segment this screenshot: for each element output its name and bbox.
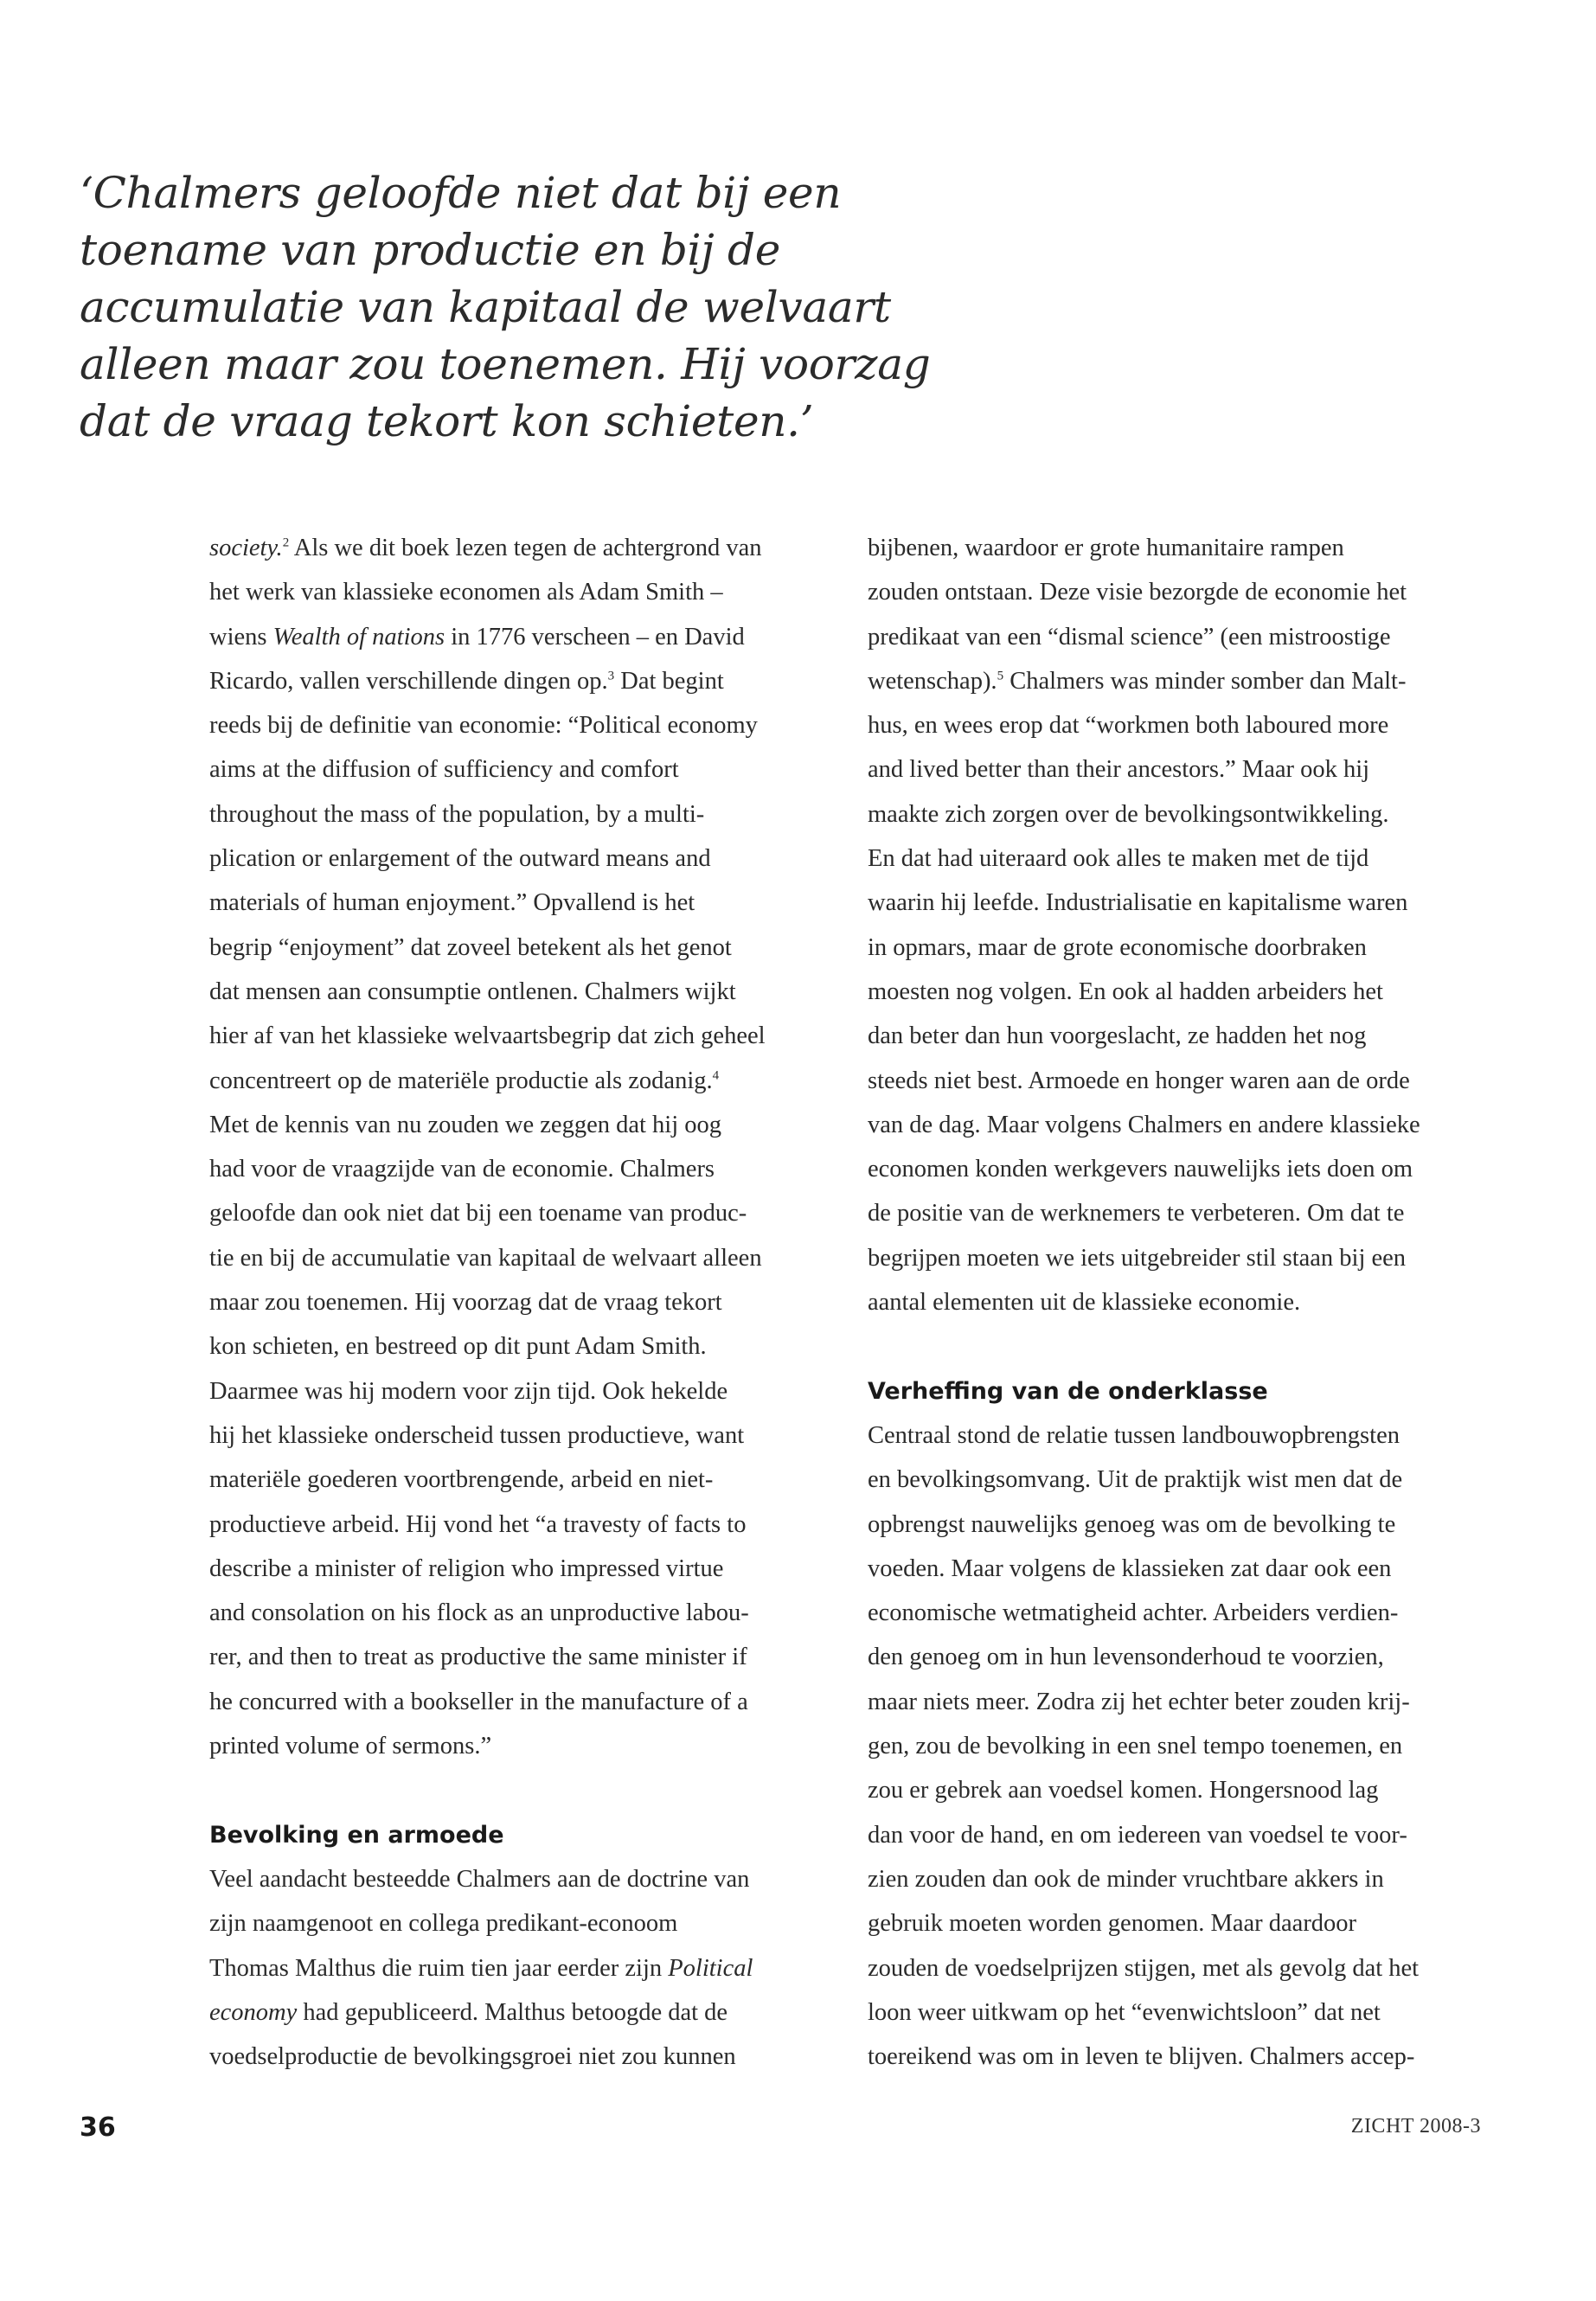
body-line: het werk van klassieke economen als Adam Smith – xyxy=(209,579,723,606)
pull-quote-line: accumulatie van kapitaal de welvaart xyxy=(80,282,891,332)
body-line: throughout the mass of the population, by a multi- xyxy=(209,800,705,828)
body-line: and lived better than their ancestors.” Maar ook hij xyxy=(868,756,1370,784)
text-run: Dat begint xyxy=(614,667,724,695)
body-line: hier af van het klassieke welvaartsbegrip dat zich geheel xyxy=(209,1022,766,1050)
body-line: aantal elementen uit de klassieke economie. xyxy=(868,1289,1301,1317)
text-run: in 1776 verscheen – en David xyxy=(445,623,745,651)
text-run: had gepubliceerd. Malthus betoogde dat de xyxy=(297,1998,728,2026)
body-line: rer, and then to treat as productive the same minister if xyxy=(209,1644,747,1671)
body-line: zou er gebrek aan voedsel komen. Hongersnood lag xyxy=(868,1777,1379,1804)
body-line: steeds niet best. Armoede en honger waren aan de orde xyxy=(868,1067,1410,1094)
italic-title: society. xyxy=(209,535,283,561)
body-line: productieve arbeid. Hij vond het “a travesty of facts to xyxy=(209,1510,747,1538)
footnote-ref: 5 xyxy=(997,669,1004,683)
body-line: loon weer uitkwam op het “evenwichtsloon” dat net xyxy=(868,1998,1381,2026)
body-line: van de dag. Maar volgens Chalmers en andere klassieke xyxy=(868,1111,1420,1138)
body-line: waarin hij leefde. Industrialisatie en kapitalisme waren xyxy=(868,889,1408,917)
body-line: voedselproductie de bevolkingsgroei niet zou kunnen xyxy=(209,2043,736,2071)
paragraph-gap xyxy=(209,1768,815,1812)
text-run: concentreert op de materiële productie als zodanig. xyxy=(209,1067,713,1094)
body-line xyxy=(868,659,1482,703)
pull-quote-line: toename van productie en bij de xyxy=(80,225,781,275)
body-line: materials of human enjoyment.” Opvallend is het xyxy=(209,889,695,917)
pull-quote-line: alleen maar zou toenemen. Hij voorzag xyxy=(80,339,931,389)
body-line: predikaat van een “dismal science” (een mistroostige xyxy=(868,623,1391,651)
body-line xyxy=(209,615,815,659)
body-line: aims at the diffusion of sufficiency and comfort xyxy=(209,756,679,784)
body-line xyxy=(209,659,815,703)
body-line: zouden ontstaan. Deze visie bezorgde de economie het xyxy=(868,579,1407,606)
body-line: reeds bij de definitie van economie: “Political economy xyxy=(209,712,758,740)
body-line: Veel aandacht besteedde Chalmers aan de doctrine van xyxy=(209,1865,750,1893)
body-line: moesten nog volgen. En ook al hadden arbeiders het xyxy=(868,977,1383,1005)
body-line: voeden. Maar volgens de klassieken zat daar ook een xyxy=(868,1554,1392,1582)
left-column xyxy=(209,526,815,2079)
pull-quote xyxy=(80,164,931,450)
body-line: begrip “enjoyment” dat zoveel betekent als het genot xyxy=(209,933,732,961)
body-line: dan voor de hand, en om iedereen van voedsel te voor- xyxy=(868,1821,1407,1849)
body-line: in opmars, maar de grote economische doorbraken xyxy=(868,933,1367,961)
body-line: Daarmee was hij modern voor zijn tijd. Ook hekelde xyxy=(209,1377,728,1405)
body-line xyxy=(209,1946,815,1990)
body-line: en bevolkingsomvang. Uit de praktijk wist men dat de xyxy=(868,1466,1403,1494)
body-line: maar zou toenemen. Hij voorzag dat de vraag tekort xyxy=(209,1289,722,1317)
body-line: bijbenen, waardoor er grote humanitaire rampen xyxy=(868,535,1344,561)
footnote-ref: 3 xyxy=(607,669,615,683)
body-line: tie en bij de accumulatie van kapitaal de welvaart alleen xyxy=(209,1244,762,1272)
body-line: had voor de vraagzijde van de economie. Chalmers xyxy=(209,1156,715,1183)
text-run: Thomas Malthus die ruim tien jaar eerder zijn xyxy=(209,1954,669,1982)
body-line: En dat had uiteraard ook alles te maken met de tijd xyxy=(868,845,1369,873)
body-line: Met de kennis van nu zouden we zeggen dat hij oog xyxy=(209,1111,722,1138)
body-line: Centraal stond de relatie tussen landbouwopbrengsten xyxy=(868,1421,1400,1449)
body-line: describe a minister of religion who impressed virtue xyxy=(209,1554,724,1582)
text-run: Als we dit boek lezen tegen de achtergrond van xyxy=(289,535,762,561)
text-run: wetenschap). xyxy=(868,667,997,695)
journal-issue: ZICHT 2008-3 xyxy=(1350,2115,1481,2138)
italic-title: Political xyxy=(668,1954,753,1982)
section-heading: Bevolking en armoede xyxy=(209,1821,504,1849)
body-line: zien zouden dan ook de minder vruchtbare akkers in xyxy=(868,1865,1384,1893)
body-line: dat mensen aan consumptie ontlenen. Chalmers wijkt xyxy=(209,977,736,1005)
text-run: Chalmers was minder somber dan Malt- xyxy=(1003,667,1407,695)
body-line: plication or enlargement of the outward means and xyxy=(209,845,711,873)
body-line: begrijpen moeten we iets uitgebreider stil staan bij een xyxy=(868,1244,1407,1272)
body-line: geloofde dan ook niet dat bij een toename van produc- xyxy=(209,1200,747,1227)
body-line xyxy=(209,1059,815,1103)
pull-quote-line: dat de vraag tekort kon schieten.’ xyxy=(80,396,814,446)
body-line: maakte zich zorgen over de bevolkingsontwikkeling. xyxy=(868,800,1389,828)
body-line: and consolation on his flock as an unproductive labou- xyxy=(209,1599,749,1627)
right-column xyxy=(868,526,1482,2079)
body-line: economen konden werkgevers nauwelijks iets doen om xyxy=(868,1156,1413,1183)
body-line: de positie van de werknemers te verbeteren. Om dat te xyxy=(868,1200,1405,1227)
body-line: gen, zou de bevolking in een snel tempo toenemen, en xyxy=(868,1733,1403,1760)
body-line: kon schieten, en bestreed op dit punt Adam Smith. xyxy=(209,1333,707,1361)
body-line: hus, en wees erop dat “workmen both laboured more xyxy=(868,712,1389,740)
body-line: gebruik moeten worden genomen. Maar daardoor xyxy=(868,1910,1357,1938)
body-line xyxy=(209,1990,815,2035)
body-line: maar niets meer. Zodra zij het echter beter zouden krij- xyxy=(868,1688,1410,1715)
body-line: zouden de voedselprijzen stijgen, met als gevolg dat het xyxy=(868,1954,1420,1982)
pull-quote-line: ‘Chalmers geloofde niet dat bij een xyxy=(80,168,842,218)
text-run: wiens xyxy=(209,623,273,651)
body-line: printed volume of sermons.” xyxy=(209,1733,492,1760)
footnote-ref: 2 xyxy=(282,535,290,550)
text-run: Ricardo, vallen verschillende dingen op. xyxy=(209,667,608,695)
italic-title: economy xyxy=(209,1998,298,2026)
body-line: economische wetmatigheid achter. Arbeiders verdien- xyxy=(868,1599,1399,1627)
section-heading: Verheffing van de onderklasse xyxy=(868,1377,1268,1405)
body-line: den genoeg om in hun levensonderhoud te voorzien, xyxy=(868,1644,1384,1671)
body-line: zijn naamgenoot en collega predikant-econoom xyxy=(209,1910,678,1938)
footnote-ref: 4 xyxy=(712,1068,720,1083)
body-line: dan beter dan hun voorgeslacht, ze hadden het nog xyxy=(868,1022,1367,1050)
paragraph-gap xyxy=(868,1324,1482,1368)
body-line: toereikend was om in leven te blijven. Chalmers accep- xyxy=(868,2043,1415,2071)
page-number: 36 xyxy=(80,2112,116,2143)
body-line: hij het klassieke onderscheid tussen productieve, want xyxy=(209,1421,745,1449)
italic-title: Wealth of nations xyxy=(272,623,445,651)
body-line: materiële goederen voortbrengende, arbeid en niet- xyxy=(209,1466,714,1494)
body-line xyxy=(209,526,815,570)
body-line: opbrengst nauwelijks genoeg was om de bevolking te xyxy=(868,1510,1396,1538)
body-line: he concurred with a bookseller in the manufacture of a xyxy=(209,1688,748,1715)
